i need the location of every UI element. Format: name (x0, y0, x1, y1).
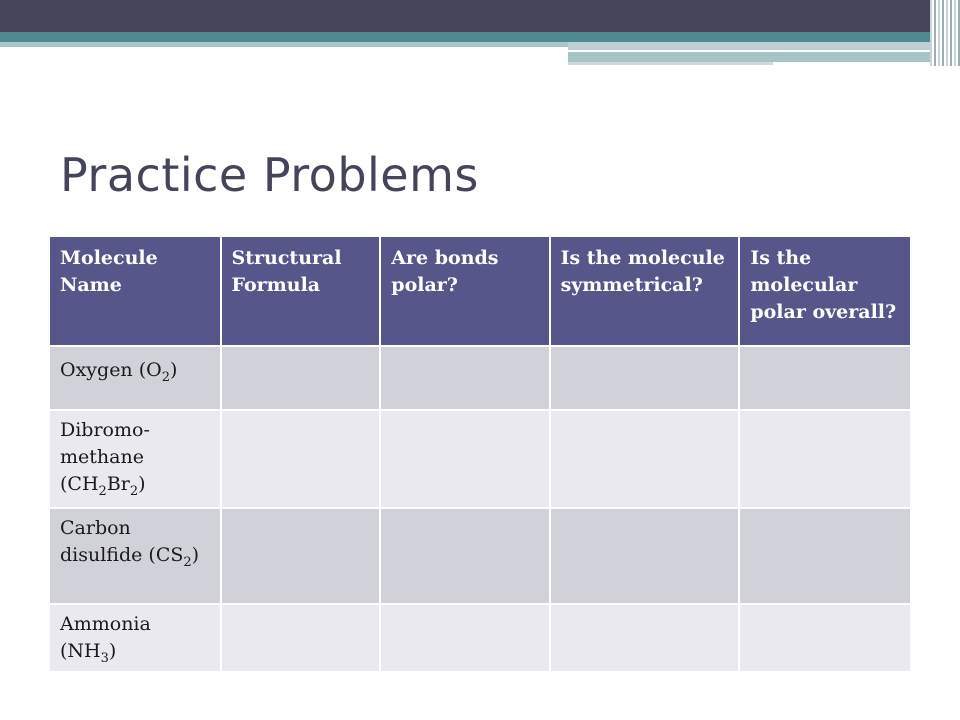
accent-strip-lower (568, 62, 773, 65)
subscript: 2 (161, 369, 170, 385)
molecule-name-cell (49, 410, 221, 508)
subscript: 2 (183, 554, 192, 570)
subscript: 2 (98, 483, 107, 499)
subscript: 2 (129, 483, 139, 499)
symmetrical-cell[interactable] (550, 410, 740, 508)
table-row (49, 604, 911, 672)
polar-overall-cell[interactable] (739, 604, 911, 672)
table-row (49, 508, 911, 604)
bonds-polar-cell[interactable] (380, 410, 549, 508)
molecule-name-text: Ammonia (NH (60, 613, 151, 662)
practice-problems-table (48, 235, 912, 673)
header-symmetrical: Is the molecule symmetrical? (550, 236, 740, 346)
bonds-polar-cell[interactable] (380, 346, 549, 410)
accent-strip-upper (568, 42, 930, 50)
polar-overall-cell[interactable] (739, 346, 911, 410)
light-accent-band (0, 42, 568, 47)
polar-overall-cell[interactable] (739, 508, 911, 604)
accent-strip-middle (568, 52, 930, 62)
molecule-name-text: Carbon disulfide (CS (60, 517, 184, 566)
symmetrical-cell[interactable] (550, 346, 740, 410)
polar-overall-cell[interactable] (739, 410, 911, 508)
header-bonds-polar: Are bonds polar? (380, 236, 549, 346)
slide-title: Practice Problems (60, 148, 479, 202)
molecule-name-text-end: ) (169, 359, 178, 381)
structural-formula-cell[interactable] (221, 604, 381, 672)
molecule-name-cell (49, 604, 221, 672)
molecule-name-text-mid: Br (106, 473, 130, 495)
table-row (49, 410, 911, 508)
structural-formula-cell[interactable] (221, 410, 381, 508)
symmetrical-cell[interactable] (550, 604, 740, 672)
table-header-row (49, 236, 911, 346)
molecule-name-text: Oxygen (O (60, 359, 162, 381)
top-header-bar (0, 0, 930, 32)
structural-formula-cell[interactable] (221, 508, 381, 604)
bonds-polar-cell[interactable] (380, 604, 549, 672)
subscript: 3 (100, 650, 109, 666)
molecule-name-text: Dibromo-methane (CH (60, 419, 150, 495)
molecule-name-cell (49, 346, 221, 410)
bonds-polar-cell[interactable] (380, 508, 549, 604)
header-structural-formula: Structural Formula (221, 236, 381, 346)
molecule-name-text-end: ) (108, 640, 117, 662)
table-row (49, 346, 911, 410)
teal-accent-band (0, 32, 930, 42)
molecule-name-cell (49, 508, 221, 604)
header-molecule-name: Molecule Name (49, 236, 221, 346)
header-polar-overall: Is the molecular polar overall? (739, 236, 911, 346)
molecule-name-text-end: ) (138, 473, 146, 495)
molecule-name-text-end: ) (191, 544, 200, 566)
vertical-stripes-decoration (930, 0, 960, 66)
structural-formula-cell[interactable] (221, 346, 381, 410)
symmetrical-cell[interactable] (550, 508, 740, 604)
